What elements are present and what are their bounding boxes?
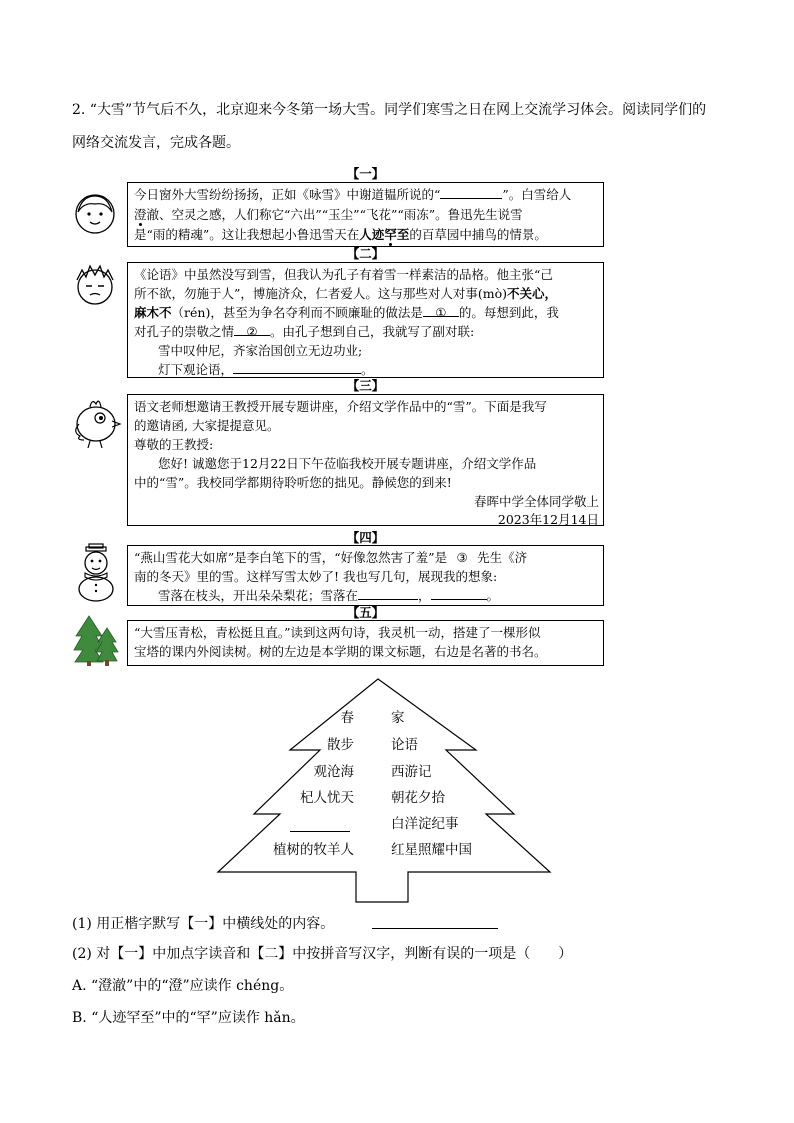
tree-left-4: 杞人忧天	[300, 790, 354, 806]
s1-bold-phrase-b: 至	[396, 227, 410, 242]
section-3-header: 【三】	[346, 378, 385, 393]
option-b[interactable]: B. “人迹罕至”中的“罕”应读作 hǎn。	[72, 1010, 305, 1026]
s2-blank-1: ①	[423, 303, 459, 317]
s2-line-4c: 。由孔子想到自己，我就写了副对联:	[270, 324, 475, 339]
tree-left-3: 观沧海	[313, 764, 354, 780]
s1-blank-answer	[440, 185, 502, 199]
s4-line-1a: “燕山雪花大如席”是李白笔下的雪，“好像忽然害了羞”是	[134, 550, 448, 565]
s2-couplet-blank	[233, 360, 361, 374]
s2-line-2b: 不关心，	[507, 286, 558, 301]
tree-left-6: 植树的牧羊人	[273, 842, 354, 858]
s3-line-4: 您好! 诚邀您于12月22日下午莅临我校开展专题讲座，介绍文学作品	[158, 456, 537, 471]
s2-blank-2: ②	[234, 322, 270, 336]
s3-line-2: 的邀请函, 大家提提意见。	[134, 418, 280, 433]
s2-couplet-2: 灯下观论语，	[158, 362, 234, 377]
s1-line-3e: 的百草园中捕鸟的情景。	[409, 227, 547, 242]
s4-blank-b	[431, 586, 487, 600]
reading-tree	[216, 678, 552, 904]
s4-blank-a	[358, 586, 418, 600]
section-4-header: 【四】	[346, 530, 385, 545]
tree-right-2: 论语	[391, 737, 418, 753]
s4-blank-3: ③	[456, 550, 468, 565]
tree-left-1: 春	[340, 710, 354, 726]
section-5-box	[127, 620, 604, 666]
s4-line-2: 南的冬天》里的雪。这样写雪太妙了! 我也写几句，展现我的想象:	[134, 569, 498, 584]
s4-line-3b: ，	[418, 588, 431, 603]
question-intro-line-2: 网络交流发言，完成各题。	[72, 135, 240, 151]
s2-line-2a: 所不欲，勿施于人”，博施济众，仁者爱人。这与那些对人对事(mò)	[134, 286, 508, 301]
s4-line-3a: 雪落在枝头，开出朵朵梨花；雪落在	[158, 588, 359, 603]
s4-line-1c: 先生《济	[477, 550, 528, 565]
question-1-answer-line[interactable]	[372, 928, 498, 929]
boy-face-icon	[72, 262, 118, 308]
s1-dotted-char-han: 罕	[384, 227, 397, 242]
question-1-text: (1) 用正楷字默写【一】中横线处的内容。	[72, 916, 335, 932]
s1-bold-phrase-a: 人迹	[359, 227, 385, 242]
tree-right-3: 西游记	[391, 764, 432, 780]
section-5-header: 【五】	[346, 605, 385, 620]
s3-signature: 春晖中学全体同学敬上	[473, 494, 599, 509]
s4-line-3c: 。	[486, 588, 500, 603]
question-intro-line-1: 2. “大雪”节气后不久，北京迎来今冬第一场大雪。同学们寒雪之日在网上交流学习体会。阅读同学们的	[72, 102, 707, 118]
s1-line-2: 澈、空灵之感，人们称它“六出”“玉尘”“飞花”“雨冻”。鲁迅先生说雪	[146, 207, 523, 222]
s2-line-3d: 的。每想到此，我	[458, 305, 559, 320]
s2-couplet-end: 。	[361, 362, 374, 377]
s2-line-3a: 麻木不	[134, 305, 172, 320]
tree-right-6: 红星照耀中国	[391, 842, 472, 858]
s5-line-1: “大雪压青松，青松挺且直。”读到这两句诗，我灵机一动，搭建了一棵形似	[134, 625, 541, 640]
s3-date: 2023年12月14日	[497, 512, 599, 527]
pine-trees-icon	[72, 614, 120, 666]
section-1-box	[127, 182, 604, 247]
section-2-header: 【二】	[346, 246, 385, 261]
s2-line-3b: （rén)，甚至为争名夺利而不顾廉耻的做法是	[171, 305, 423, 320]
s1-line-1a: 今日窗外大雪纷纷扬扬，正如《咏雪》中谢道韫所说的“	[134, 187, 441, 202]
question-1	[72, 914, 334, 934]
section-1-header: 【一】	[346, 166, 385, 181]
tree-right-5: 白洋淀纪事	[391, 816, 459, 832]
s2-couplet-1: 雪中叹仲尼，齐家治国创立无边功业;	[158, 343, 363, 358]
tree-left-blank	[290, 815, 350, 832]
s2-line-1: 《论语》中虽然没写到雪，但我认为孔子有着雪一样素洁的品格。他主张“己	[134, 267, 553, 282]
section-4-box	[127, 545, 604, 606]
s2-line-4a: 对孔子的崇敬之情	[134, 324, 235, 339]
s1-dotted-char-cheng: 澄	[134, 207, 147, 222]
section-2-box	[127, 262, 604, 378]
snowman-icon	[72, 543, 120, 603]
s1-line-3a: 是“雨的精魂”。这让我想起小鲁迅雪天在	[134, 227, 360, 242]
s3-line-1: 语文老师想邀请王教授开展专题讲座，介绍文学作品中的“雪”。下面是我写	[134, 399, 547, 414]
option-a[interactable]: A. “澄澈”中的“澄”应读作 chéng。	[72, 978, 294, 994]
section-3-box	[127, 394, 604, 526]
s5-line-2: 宝塔的课内外阅读树。树的左边是本学期的课文标题，右边是名著的书名。	[134, 644, 547, 659]
s3-line-5: 中的“雪”。我校同学都期待聆听您的拙见。静候您的到来!	[134, 475, 452, 490]
question-2: (2) 对【一】中加点字读音和【二】中按拼音写汉字，判断有误的一项是（ ）	[72, 946, 573, 962]
tree-left-2: 散步	[327, 737, 354, 753]
tree-right-1: 家	[391, 710, 405, 726]
s1-line-1b: ”。白雪给人	[502, 187, 572, 202]
girl-face-icon	[72, 190, 118, 236]
bird-icon	[70, 394, 122, 450]
s3-line-3: 尊敬的王教授:	[134, 437, 214, 452]
tree-right-4: 朝花夕拾	[391, 790, 445, 806]
